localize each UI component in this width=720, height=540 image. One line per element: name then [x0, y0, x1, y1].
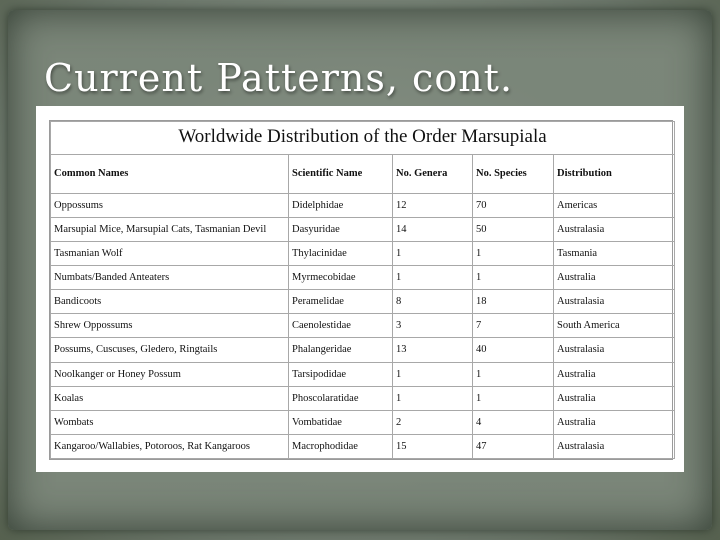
cell-genera: 13 — [393, 338, 473, 362]
table-row — [51, 242, 675, 266]
cell-species: 40 — [473, 338, 554, 362]
header-distribution: Distribution — [554, 155, 675, 194]
cell-distribution: Australasia — [554, 338, 675, 362]
cell-species: 1 — [473, 242, 554, 266]
cell-distribution: Tasmania — [554, 242, 675, 266]
header-scientific-name: Scientific Name — [289, 155, 393, 194]
cell-species: 18 — [473, 290, 554, 314]
cell-scientific-name: Caenolestidae — [289, 314, 393, 338]
cell-species: 70 — [473, 194, 554, 218]
cell-species: 1 — [473, 362, 554, 386]
header-no-genera: No. Genera — [393, 155, 473, 194]
cell-genera: 3 — [393, 314, 473, 338]
cell-distribution: Australasia — [554, 434, 675, 458]
cell-scientific-name: Myrmecobidae — [289, 266, 393, 290]
cell-scientific-name: Tarsipodidae — [289, 362, 393, 386]
table-title-row — [51, 122, 675, 155]
cell-genera: 15 — [393, 434, 473, 458]
header-common-names: Common Names — [51, 155, 289, 194]
cell-distribution: South America — [554, 314, 675, 338]
table-row — [51, 410, 675, 434]
cell-genera: 1 — [393, 362, 473, 386]
table-row — [51, 386, 675, 410]
table-row — [51, 314, 675, 338]
cell-common-name: Wombats — [51, 410, 289, 434]
cell-distribution: Americas — [554, 194, 675, 218]
cell-species: 47 — [473, 434, 554, 458]
slide-title: Current Patterns, cont. — [44, 56, 514, 100]
cell-genera: 14 — [393, 218, 473, 242]
cell-species: 50 — [473, 218, 554, 242]
header-no-species: No. Species — [473, 155, 554, 194]
marsupial-distribution-table — [50, 121, 675, 459]
table-box — [49, 120, 673, 460]
table-row — [51, 434, 675, 458]
cell-species: 4 — [473, 410, 554, 434]
cell-distribution: Australasia — [554, 290, 675, 314]
cell-species: 7 — [473, 314, 554, 338]
cell-genera: 2 — [393, 410, 473, 434]
cell-genera: 1 — [393, 266, 473, 290]
cell-scientific-name: Thylacinidae — [289, 242, 393, 266]
cell-genera: 1 — [393, 386, 473, 410]
cell-common-name: Kangaroo/Wallabies, Potoroos, Rat Kangaroos — [51, 434, 289, 458]
cell-genera: 8 — [393, 290, 473, 314]
cell-distribution: Australia — [554, 386, 675, 410]
cell-scientific-name: Macrophodidae — [289, 434, 393, 458]
cell-scientific-name: Phoscolaratidae — [289, 386, 393, 410]
table-row — [51, 266, 675, 290]
cell-common-name: Marsupial Mice, Marsupial Cats, Tasmanian Devil — [51, 218, 289, 242]
cell-common-name: Shrew Oppossums — [51, 314, 289, 338]
cell-distribution: Australia — [554, 362, 675, 386]
cell-common-name: Numbats/Banded Anteaters — [51, 266, 289, 290]
cell-scientific-name: Peramelidae — [289, 290, 393, 314]
table-header-row — [51, 155, 675, 194]
cell-species: 1 — [473, 266, 554, 290]
cell-common-name: Tasmanian Wolf — [51, 242, 289, 266]
cell-scientific-name: Didelphidae — [289, 194, 393, 218]
table-image — [36, 106, 684, 472]
table-row — [51, 290, 675, 314]
cell-scientific-name: Vombatidae — [289, 410, 393, 434]
table-row — [51, 338, 675, 362]
cell-common-name: Possums, Cuscuses, Gledero, Ringtails — [51, 338, 289, 362]
cell-distribution: Australia — [554, 266, 675, 290]
cell-common-name: Noolkanger or Honey Possum — [51, 362, 289, 386]
table-row — [51, 194, 675, 218]
table-row — [51, 218, 675, 242]
cell-genera: 1 — [393, 242, 473, 266]
cell-common-name: Oppossums — [51, 194, 289, 218]
cell-species: 1 — [473, 386, 554, 410]
cell-genera: 12 — [393, 194, 473, 218]
cell-scientific-name: Dasyuridae — [289, 218, 393, 242]
cell-scientific-name: Phalangeridae — [289, 338, 393, 362]
cell-distribution: Australia — [554, 410, 675, 434]
table-row — [51, 362, 675, 386]
cell-common-name: Koalas — [51, 386, 289, 410]
table-title: Worldwide Distribution of the Order Marsupiala — [51, 122, 675, 155]
cell-distribution: Australasia — [554, 218, 675, 242]
cell-common-name: Bandicoots — [51, 290, 289, 314]
